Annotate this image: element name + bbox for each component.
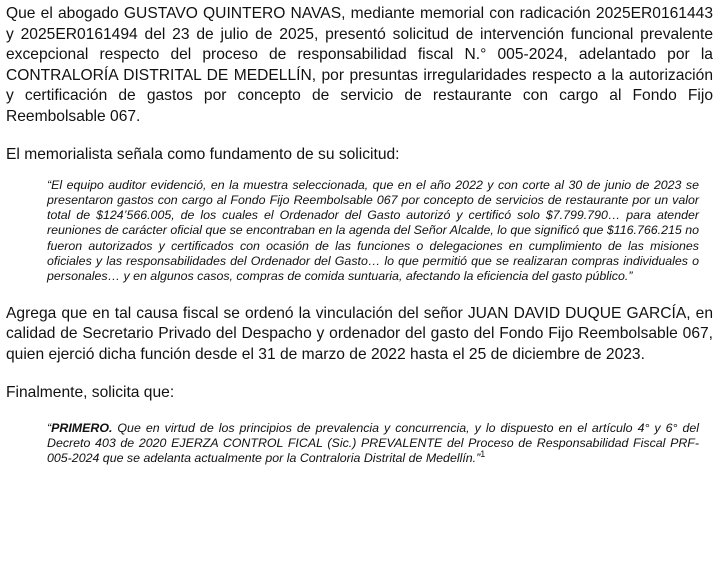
- paragraph-vinculacion: Agrega que en tal causa fiscal se ordenó la vinculación del señor JUAN DAVID DUQUE GARCÍA, en calidad de Secretario Privado del Despacho y ordenador del gasto del Fondo Fijo Reembolsable 067, quien ejerció dicha función desde el 31 de marzo de 2022 hasta el 25 de diciembre de 2023.: [6, 304, 713, 363]
- request-text: Que en virtud de los principios de prevalencia y concurrencia, y lo dispuesto en el artículo 4° y 6° del Decreto 403 de 2020 EJERZA CONTROL FICAL (Sic.) PREVALENTE del Proceso de Responsabilidad Fiscal PRF-005-2024 que se adelanta actualmente por la Contraloria Distrital de Medellín.”: [47, 420, 699, 466]
- paragraph-solicita: Finalmente, solicita que:: [6, 384, 175, 402]
- footnote-marker: 1: [480, 449, 486, 460]
- quote-auditor-finding: “El equipo auditor evidenció, en la muestra seleccionada, que en el año 2022 y con corte al 30 de junio de 2023 se presentaron gastos con cargo al Fondo Fijo Reembolsable 067 por concepto de servicios de restaurante por un valor total de $124’566.005, de los cuales el Ordenador del Gasto autorizó y certificó solo $7.799.790… para atender reuniones de carácter oficial que se encontraban en la agenda del Señor Alcalde, lo que significó que $116.766.215 no fueron autorizados y certificados con ocasión de las funciones o delegaciones en cumplimiento de las misiones oficiales y las responsabilidades del Ordenador del Gasto… lo que permitió que se realizaran compras individuales o personales… y en algunos casos, compras de comida suntuaria, afectando la eficiencia del gasto público.”: [47, 177, 699, 284]
- quote-open-mark: “: [47, 420, 52, 435]
- paragraph-fundamento: El memorialista señala como fundamento de su solicitud:: [6, 146, 400, 163]
- quote-request: [47, 421, 699, 467]
- document-page: [6, 4, 713, 466]
- paragraph-intro: Que el abogado GUSTAVO QUINTERO NAVAS, mediante memorial con radicación 2025ER0161443 y 2025ER0161494 del 23 de julio de 2025, presentó solicitud de intervención funcional prevalente excepcional respecto del proceso de responsabilidad fiscal N.° 005-2024, adelantado por la CONTRALORÍA DISTRITAL DE MEDELLÍN, por presuntas irregularidades respecto a la autorización y certificación de gastos por concepto de servicio de restaurante con cargo al Fondo Fijo Reembolsable 067.: [6, 5, 713, 125]
- request-heading: PRIMERO.: [51, 420, 113, 435]
